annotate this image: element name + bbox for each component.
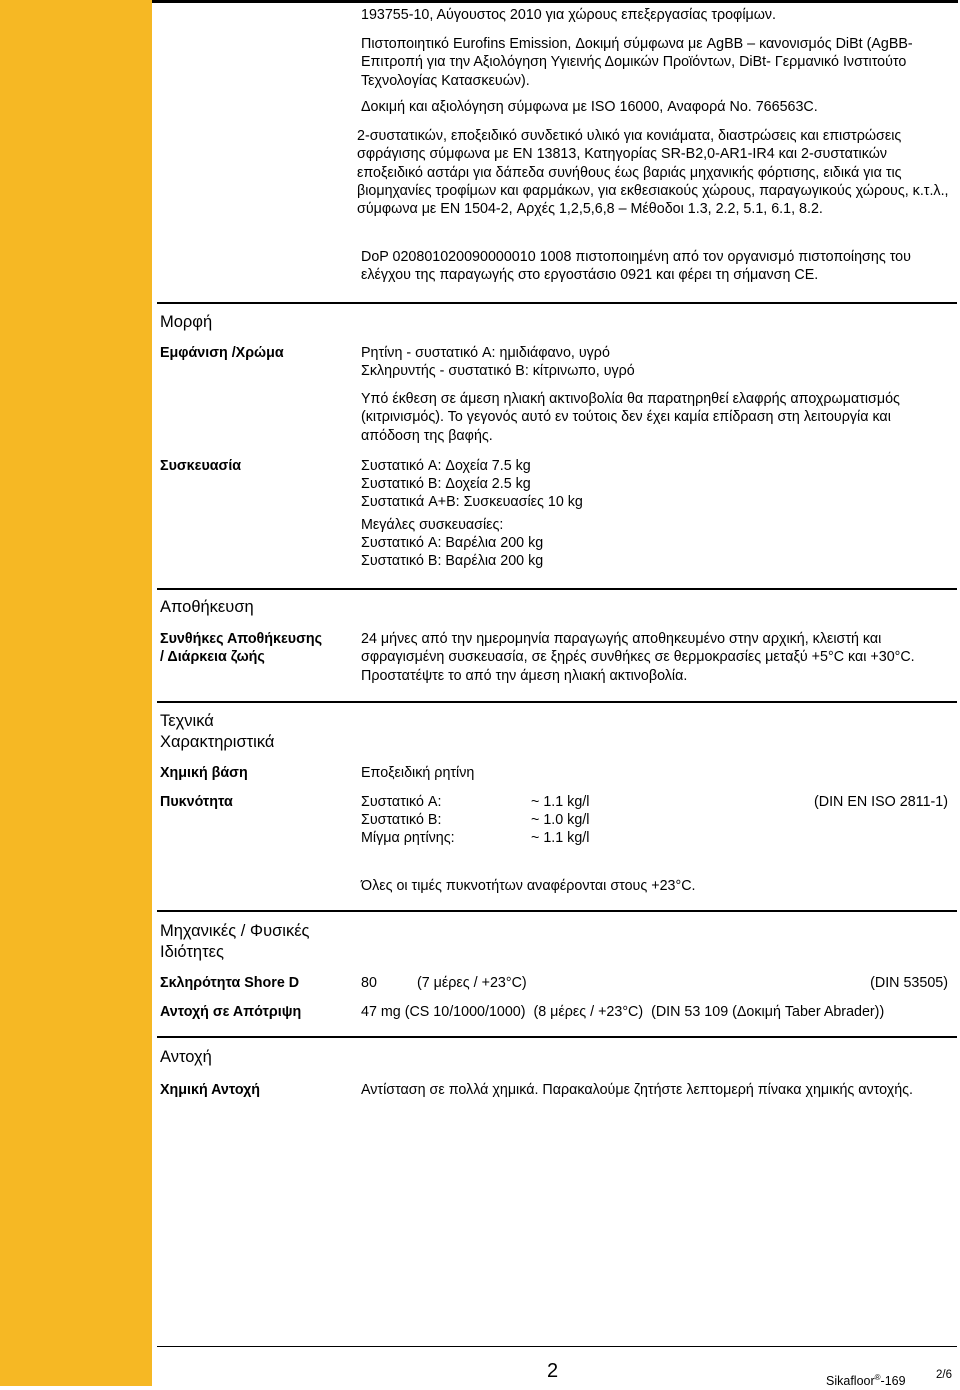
chem-resistance-text: Αντίσταση σε πολλά χημικά. Παρακαλούμε ζητήστε λεπτομερή πίνακα χημικής αντοχής. (361, 1082, 914, 1098)
density-standard: (DIN EN ISO 2811-1) (813, 794, 948, 810)
chem-base-label: Χημική βάση (160, 765, 248, 781)
density-component: Μίγμα ρητίνης: (361, 830, 455, 846)
intro-line0: 193755-10, Αύγουστος 2010 για χώρους επεξεργασίας τροφίμων. (361, 7, 777, 23)
packaging-large-line: Συστατικό B: Βαρέλια 200 kg (361, 553, 544, 569)
section-rule-storage (157, 588, 957, 590)
footer-rule (157, 1346, 957, 1347)
intro-dop: DoP 020801020090000010 1008 πιστοποιημένη από τον οργανισμό πιστοποίησης του ελέγχου της παραγωγής στο εργοστάσιο 0921 και φέρει τη σήμανση CE. (361, 249, 911, 284)
intro-en13813: 2-συστατικών, εποξειδικό συνδετικό υλικό για κονιάματα, διαστρώσεις και επιστρώσεις σφράγισης σύμφωνα με EN 13813, Κατηγορίας SR-B2,0-AR1-IR4 και 2-συστατικών εποξειδικό αστάρι για δάπεδα συνήθους έως βαριάς μηχανικής φόρτισης, ειδικά για τις βιομηχανίες τροφίμων και φαρμάκων, για εκθεσιακούς χώρους, παραγωγικούς χώρους, κ.τ.λ., σύμφωνα με EN 1504-2, Αρχές 1,2,5,6,8 – Μέθοδοι 1.3, 2.2, 5.1, 6.1, 8.2. (357, 128, 949, 218)
density-component: Συστατικό A: (361, 794, 442, 810)
packaging-large-line: Μεγάλες συσκευασίες: (361, 517, 504, 533)
intro-eurofins: Πιστοποιητικό Eurofins Emission, Δοκιμή σύμφωνα με AgBB – κανονισμός DiBt (AgBB-Επιτροπή για την Αξιολόγηση Υγιεινής Δομικών Προϊόντων, DiBt- Γερμανικό Ινστιτούτο Τεχνολογίας Κατασκευών). (361, 36, 913, 89)
density-component: Συστατικό B: (361, 812, 442, 828)
shore-label: Σκληρότητα Shore D (160, 975, 300, 991)
registered-mark: ® (874, 1373, 881, 1382)
storage-label-line1: Συνθήκες Αποθήκευσης (160, 631, 323, 647)
abrasion-value: 47 mg (CS 10/1000/1000) (8 μέρες / +23°C) (DIN 53 109 (Δοκιμή Taber Abrader)) (361, 1004, 885, 1020)
product-brand (826, 1369, 906, 1390)
top-rule (152, 0, 958, 3)
density-value: ~ 1.1 kg/l (531, 830, 590, 846)
shore-condition: (7 μέρες / +23°C) (417, 975, 527, 991)
packaging-line: Συστατικό A: Δοχεία 7.5 kg (361, 458, 531, 474)
section-heading-mechanical-1: Μηχανικές / Φυσικές (160, 922, 310, 940)
packaging-label: Συσκευασία (160, 458, 242, 474)
section-rule-resistance (157, 1036, 957, 1038)
density-label: Πυκνότητα (160, 794, 233, 810)
appearance-label: Εμφάνιση /Χρώμα (160, 345, 284, 361)
storage-label-line2: / Διάρκεια ζωής (160, 649, 265, 665)
density-value: ~ 1.0 kg/l (531, 812, 590, 828)
section-rule-mechanical (157, 910, 957, 912)
page-number: 2 (547, 1360, 559, 1382)
section-heading-storage: Αποθήκευση (160, 598, 254, 616)
intro-iso: Δοκιμή και αξιολόγηση σύμφωνα με ISO 16000, Αναφορά No. 766563C. (361, 99, 818, 115)
packaging-line: Συστατικό B: Δοχεία 2.5 kg (361, 476, 531, 492)
section-heading-form: Μορφή (160, 313, 213, 331)
density-note: Όλες οι τιμές πυκνοτήτων αναφέρονται στους +23°C. (361, 878, 696, 894)
appearance-line1: Ρητίνη - συστατικό A: ημιδιάφανο, υγρό (361, 345, 610, 361)
density-value: ~ 1.1 kg/l (531, 794, 590, 810)
abrasion-label: Αντοχή σε Απότριψη (160, 1004, 302, 1020)
chem-base-value: Εποξειδική ρητίνη (361, 765, 475, 781)
section-rule-form (157, 302, 957, 304)
appearance-note: Υπό έκθεση σε άμεση ηλιακή ακτινοβολία θα παρατηρηθεί ελαφρής αποχρωματισμός (κιτρινισμός). Το γεγονός αυτό εν τούτοις δεν έχει καμία επίδραση στη λειτουργία και απόδοση της βαφής. (361, 391, 900, 444)
packaging-line: Συστατικά A+B: Συσκευασίες 10 kg (361, 494, 583, 510)
brand-name: Sikafloor (826, 1374, 875, 1389)
sidebar-stripe (0, 0, 152, 1386)
shore-value: 80 (361, 975, 377, 991)
chem-resistance-label: Χημική Αντοχή (160, 1082, 261, 1098)
section-heading-resistance: Αντοχή (160, 1048, 212, 1066)
section-heading-mechanical-2: Ιδιότητες (160, 943, 224, 961)
section-heading-technical-1: Τεχνικά (160, 712, 214, 730)
appearance-line2: Σκληρυντής - συστατικό B: κίτρινωπο, υγρό (361, 363, 635, 379)
section-rule-technical (157, 701, 957, 703)
packaging-large-line: Συστατικό A: Βαρέλια 200 kg (361, 535, 544, 551)
shore-standard: (DIN 53505) (870, 975, 948, 991)
page-of: 2/6 (936, 1369, 952, 1381)
product-code: -169 (880, 1374, 906, 1389)
section-heading-technical-2: Χαρακτηριστικά (160, 733, 275, 751)
storage-text: 24 μήνες από την ημερομηνία παραγωγής αποθηκευμένο στην αρχική, κλειστή και σφραγισμένη συσκευασία, σε ξηρές συνθήκες σε θερμοκρασίες μεταξύ +5°C και +30°C. Προστατέψτε το από την άμεση ηλιακή ακτινοβολία. (361, 631, 915, 684)
